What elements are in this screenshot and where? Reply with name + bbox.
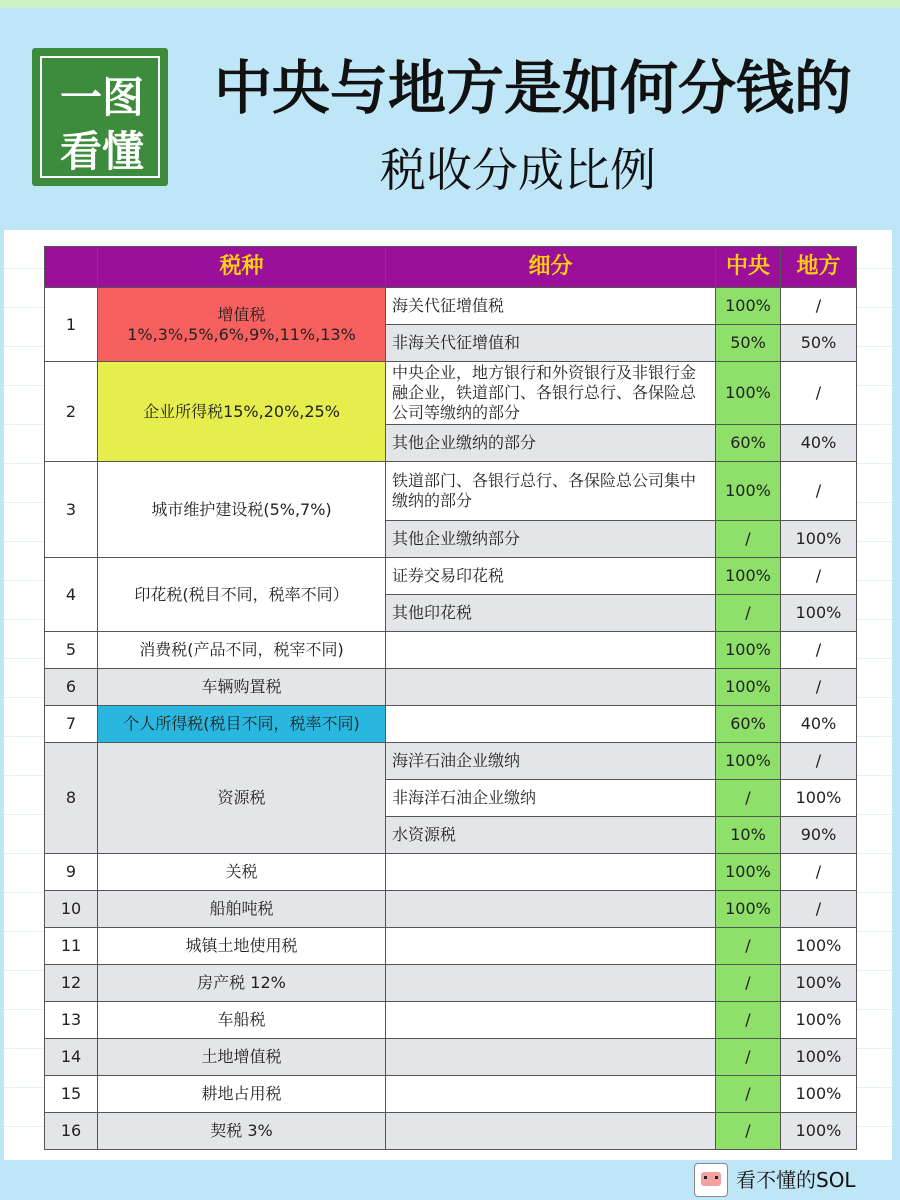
central-share: 100% [716,854,781,891]
central-share: 100% [716,462,781,521]
tax-name-cell: 房产税 12% [98,965,386,1002]
central-share: 100% [716,669,781,706]
row-number: 2 [45,362,98,462]
local-share: / [781,632,857,669]
tax-name-cit: 企业所得税15%,20%,25% [98,362,386,462]
row-number: 16 [45,1113,98,1150]
central-share: 10% [716,817,781,854]
row-number: 4 [45,558,98,632]
header-num [45,247,98,288]
central-share: / [716,1113,781,1150]
tax-sharing-table [44,246,857,1150]
local-share: 100% [781,1113,857,1150]
badge-text-line1: 一图 [59,73,144,122]
central-share: 100% [716,632,781,669]
local-share: 100% [781,1039,857,1076]
tax-name-cell: 车辆购置税 [98,669,386,706]
central-share: 100% [716,891,781,928]
row-number: 9 [45,854,98,891]
local-share: 50% [781,325,857,362]
table-row [45,1076,857,1113]
table-row [45,706,857,743]
local-share: / [781,362,857,425]
subdivision-cell: 中央企业，地方银行和外资银行及非银行金融企业，铁道部门、各银行总行、各保险总公司等缴纳的部分 [386,362,716,425]
local-share: / [781,669,857,706]
account-name: 看不懂的SOL [736,1168,856,1192]
row-number: 13 [45,1002,98,1039]
subdivision-cell [386,669,716,706]
table-row [45,854,857,891]
central-share: / [716,780,781,817]
local-share: 100% [781,1076,857,1113]
subdivision-cell: 其他企业缴纳的部分 [386,425,716,462]
tax-name-cell: 消费税(产品不同，税宰不同) [98,632,386,669]
subdivision-cell [386,965,716,1002]
table-row [45,1113,857,1150]
table-row [45,632,857,669]
table-row [45,362,857,425]
subdivision-cell: 非海关代征增值和 [386,325,716,362]
row-number: 6 [45,669,98,706]
row-number: 10 [45,891,98,928]
avatar-eyes [704,1176,718,1179]
local-share: 40% [781,425,857,462]
subdivision-cell [386,1039,716,1076]
subdivision-cell [386,1113,716,1150]
central-share: 100% [716,362,781,425]
central-share: / [716,928,781,965]
subdivision-cell [386,706,716,743]
local-share: 100% [781,521,857,558]
row-number: 5 [45,632,98,669]
tax-name-cell: 城镇土地使用税 [98,928,386,965]
header-local: 地方 [781,247,857,288]
central-share: / [716,595,781,632]
tax-name-cell: 城市维护建设税(5%,7%) [98,462,386,558]
avatar-face [701,1172,721,1186]
row-number: 7 [45,706,98,743]
local-share: 100% [781,1002,857,1039]
subdivision-cell: 其他印花税 [386,595,716,632]
local-share: / [781,854,857,891]
row-number: 8 [45,743,98,854]
central-share: / [716,1002,781,1039]
central-share: / [716,521,781,558]
tax-name-cell: 船舶吨税 [98,891,386,928]
subdivision-cell: 铁道部门、各银行总行、各保险总公司集中缴纳的部分 [386,462,716,521]
central-share: / [716,1039,781,1076]
header-central: 中央 [716,247,781,288]
tax-name-cell: 契税 3% [98,1113,386,1150]
row-number: 1 [45,288,98,362]
header-tax-type: 税种 [98,247,386,288]
table-row [45,928,857,965]
local-share: 90% [781,817,857,854]
table-row [45,669,857,706]
page-title: 中央与地方是如何分钱的 [213,54,852,122]
subdivision-cell: 水资源税 [386,817,716,854]
subdivision-cell [386,632,716,669]
table-row [45,1039,857,1076]
local-share: 40% [781,706,857,743]
central-share: / [716,1076,781,1113]
row-number: 3 [45,462,98,558]
row-number: 11 [45,928,98,965]
subdivision-cell: 其他企业缴纳部分 [386,521,716,558]
tax-name-cell: 关税 [98,854,386,891]
table-header-row [45,247,857,288]
subdivision-cell: 海洋石油企业缴纳 [386,743,716,780]
row-number: 14 [45,1039,98,1076]
local-share: 100% [781,595,857,632]
central-share: 50% [716,325,781,362]
subdivision-cell: 非海洋石油企业缴纳 [386,780,716,817]
table-row [45,558,857,595]
local-share: / [781,891,857,928]
local-share: / [781,558,857,595]
page-subtitle: 税收分成比例 [380,143,656,197]
subdivision-cell [386,891,716,928]
table-row [45,288,857,325]
tax-name-vat [98,288,386,362]
table-row [45,462,857,521]
local-share: 100% [781,965,857,1002]
table-row [45,743,857,780]
table-row [45,965,857,1002]
local-share: 100% [781,780,857,817]
local-share: / [781,462,857,521]
subdivision-cell [386,928,716,965]
top-strip [0,0,900,8]
tax-name-cell: 土地增值税 [98,1039,386,1076]
subdivision-cell [386,854,716,891]
central-share: 100% [716,558,781,595]
table-row [45,891,857,928]
table-row [45,1002,857,1039]
central-share: / [716,965,781,1002]
subdivision-cell [386,1076,716,1113]
badge-logo [32,48,168,186]
central-share: 60% [716,425,781,462]
tax-name-line2: 1%,3%,5%,6%,9%,11%,13% [127,324,356,344]
tax-name-line1: 增值税 [217,304,266,324]
tax-name-cell: 车船税 [98,1002,386,1039]
subdivision-cell: 证券交易印花税 [386,558,716,595]
row-number: 12 [45,965,98,1002]
local-share: 100% [781,928,857,965]
badge-frame [40,56,160,178]
central-share: 100% [716,288,781,325]
tax-name-cell: 资源税 [98,743,386,854]
central-share: 100% [716,743,781,780]
central-share: 60% [716,706,781,743]
tax-name-iit: 个人所得税(税目不同，税率不同) [98,706,386,743]
avatar-icon [694,1163,728,1197]
tax-name-cell: 印花税(税目不同，税率不同） [98,558,386,632]
subdivision-cell: 海关代征增值税 [386,288,716,325]
header-subdivision: 细分 [386,247,716,288]
subdivision-cell [386,1002,716,1039]
tax-name-cell: 耕地占用税 [98,1076,386,1113]
local-share: / [781,743,857,780]
row-number: 15 [45,1076,98,1113]
local-share: / [781,288,857,325]
badge-text-line2: 看懂 [59,127,144,176]
